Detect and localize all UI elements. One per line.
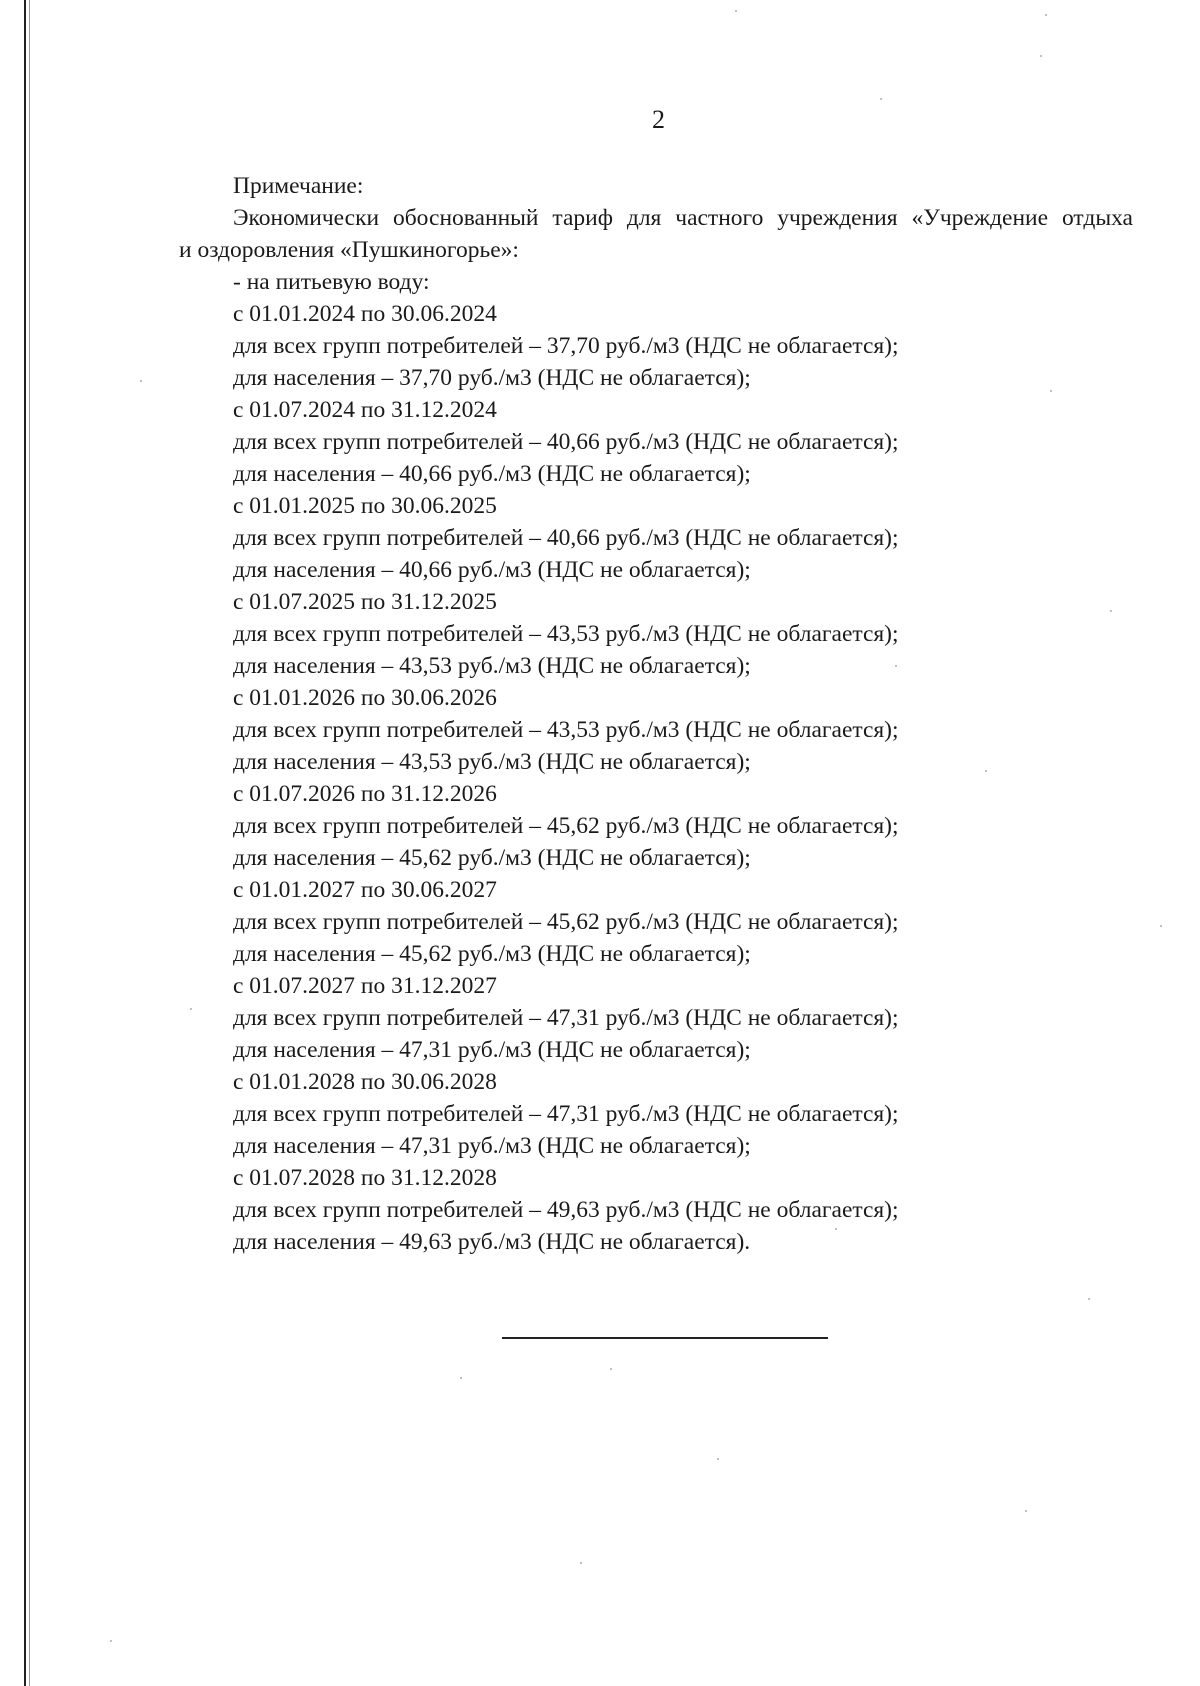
- period-dates: с 01.07.2027 по 31.12.2027: [233, 973, 497, 999]
- intro-line-2: и оздоровления «Пушкиногорье»:: [179, 237, 519, 263]
- tariff-population: для населения – 43,53 руб./м3 (НДС не облагается);: [233, 749, 751, 775]
- period-dates: с 01.01.2026 по 30.06.2026: [233, 685, 497, 711]
- scan-speck: [1110, 610, 1112, 612]
- period-dates: с 01.01.2025 по 30.06.2025: [233, 493, 497, 519]
- tariff-population: для населения – 47,31 руб./м3 (НДС не облагается);: [233, 1037, 751, 1063]
- tariff-all-groups: для всех групп потребителей – 49,63 руб./м3 (НДС не облагается);: [233, 1197, 899, 1223]
- period-block: [233, 970, 1133, 1066]
- note-label: Примечание:: [233, 173, 364, 199]
- tariff-all-groups: для всех групп потребителей – 43,53 руб./м3 (НДС не облагается);: [233, 621, 899, 647]
- period-block: [233, 682, 1133, 778]
- tariff-subject: - на питьевую воду:: [233, 269, 430, 295]
- scan-speck: [610, 1368, 612, 1370]
- scan-speck: [985, 770, 987, 772]
- scan-speck: [190, 1008, 192, 1010]
- period-block: [233, 1066, 1133, 1162]
- tariff-all-groups: для всех групп потребителей – 40,66 руб./м3 (НДС не облагается);: [233, 525, 899, 551]
- period-block: [233, 874, 1133, 970]
- scan-speck: [140, 380, 142, 382]
- period-block: [233, 778, 1133, 874]
- period-dates: с 01.07.2026 по 31.12.2026: [233, 781, 497, 807]
- period-block: [233, 586, 1133, 682]
- scan-speck: [880, 98, 882, 100]
- page-number: 2: [652, 105, 665, 134]
- scan-speck: [717, 1458, 719, 1460]
- scan-speck: [580, 1562, 582, 1564]
- period-dates: с 01.07.2028 по 31.12.2028: [233, 1165, 497, 1191]
- tariff-all-groups: для всех групп потребителей – 47,31 руб./м3 (НДС не облагается);: [233, 1101, 899, 1127]
- period-block: [233, 490, 1133, 586]
- scan-speck: [1025, 1510, 1027, 1512]
- tariff-all-groups: для всех групп потребителей – 43,53 руб./м3 (НДС не облагается);: [233, 717, 899, 743]
- tariff-population: для населения – 40,66 руб./м3 (НДС не облагается);: [233, 461, 751, 487]
- scan-speck: [895, 665, 897, 667]
- tariff-population: для населения – 37,70 руб./м3 (НДС не облагается);: [233, 365, 751, 391]
- period-dates: с 01.07.2024 по 31.12.2024: [233, 397, 497, 423]
- tariff-all-groups: для всех групп потребителей – 47,31 руб./м3 (НДС не облагается);: [233, 1005, 899, 1031]
- scan-left-edge-shadow: [29, 0, 30, 1686]
- scan-speck: [1160, 925, 1162, 927]
- scan-speck: [1088, 1298, 1090, 1300]
- tariff-population: для населения – 45,62 руб./м3 (НДС не облагается);: [233, 845, 751, 871]
- period-dates: с 01.01.2024 по 30.06.2024: [233, 301, 497, 327]
- tariff-population: для населения – 49,63 руб./м3 (НДС не облагается).: [233, 1229, 751, 1255]
- period-dates: с 01.01.2027 по 30.06.2027: [233, 877, 497, 903]
- scan-speck: [460, 1377, 462, 1379]
- intro-line-1: Экономически обоснованный тариф для частного учреждения «Учреждение отдыха: [233, 205, 1133, 231]
- end-rule: [502, 1337, 828, 1339]
- scan-speck: [1050, 390, 1052, 392]
- tariff-periods-list: [233, 298, 1133, 1258]
- tariff-all-groups: для всех групп потребителей – 37,70 руб./м3 (НДС не облагается);: [233, 333, 899, 359]
- scan-left-edge: [24, 0, 26, 1686]
- scan-speck: [110, 1640, 112, 1642]
- scan-speck: [735, 10, 737, 12]
- period-dates: с 01.07.2025 по 31.12.2025: [233, 589, 497, 615]
- tariff-population: для населения – 45,62 руб./м3 (НДС не облагается);: [233, 941, 751, 967]
- tariff-population: для населения – 43,53 руб./м3 (НДС не облагается);: [233, 653, 751, 679]
- period-dates: с 01.01.2028 по 30.06.2028: [233, 1069, 497, 1095]
- tariff-all-groups: для всех групп потребителей – 40,66 руб./м3 (НДС не облагается);: [233, 429, 899, 455]
- document-body: [179, 170, 1133, 1258]
- tariff-all-groups: для всех групп потребителей – 45,62 руб./м3 (НДС не облагается);: [233, 909, 899, 935]
- period-block: [233, 394, 1133, 490]
- period-block: [233, 298, 1133, 394]
- scan-speck: [835, 1228, 837, 1230]
- tariff-all-groups: для всех групп потребителей – 45,62 руб./м3 (НДС не облагается);: [233, 813, 899, 839]
- scan-speck: [1045, 14, 1047, 16]
- period-block: [233, 1162, 1133, 1258]
- scan-speck: [1040, 55, 1042, 57]
- tariff-population: для населения – 40,66 руб./м3 (НДС не облагается);: [233, 557, 751, 583]
- tariff-population: для населения – 47,31 руб./м3 (НДС не облагается);: [233, 1133, 751, 1159]
